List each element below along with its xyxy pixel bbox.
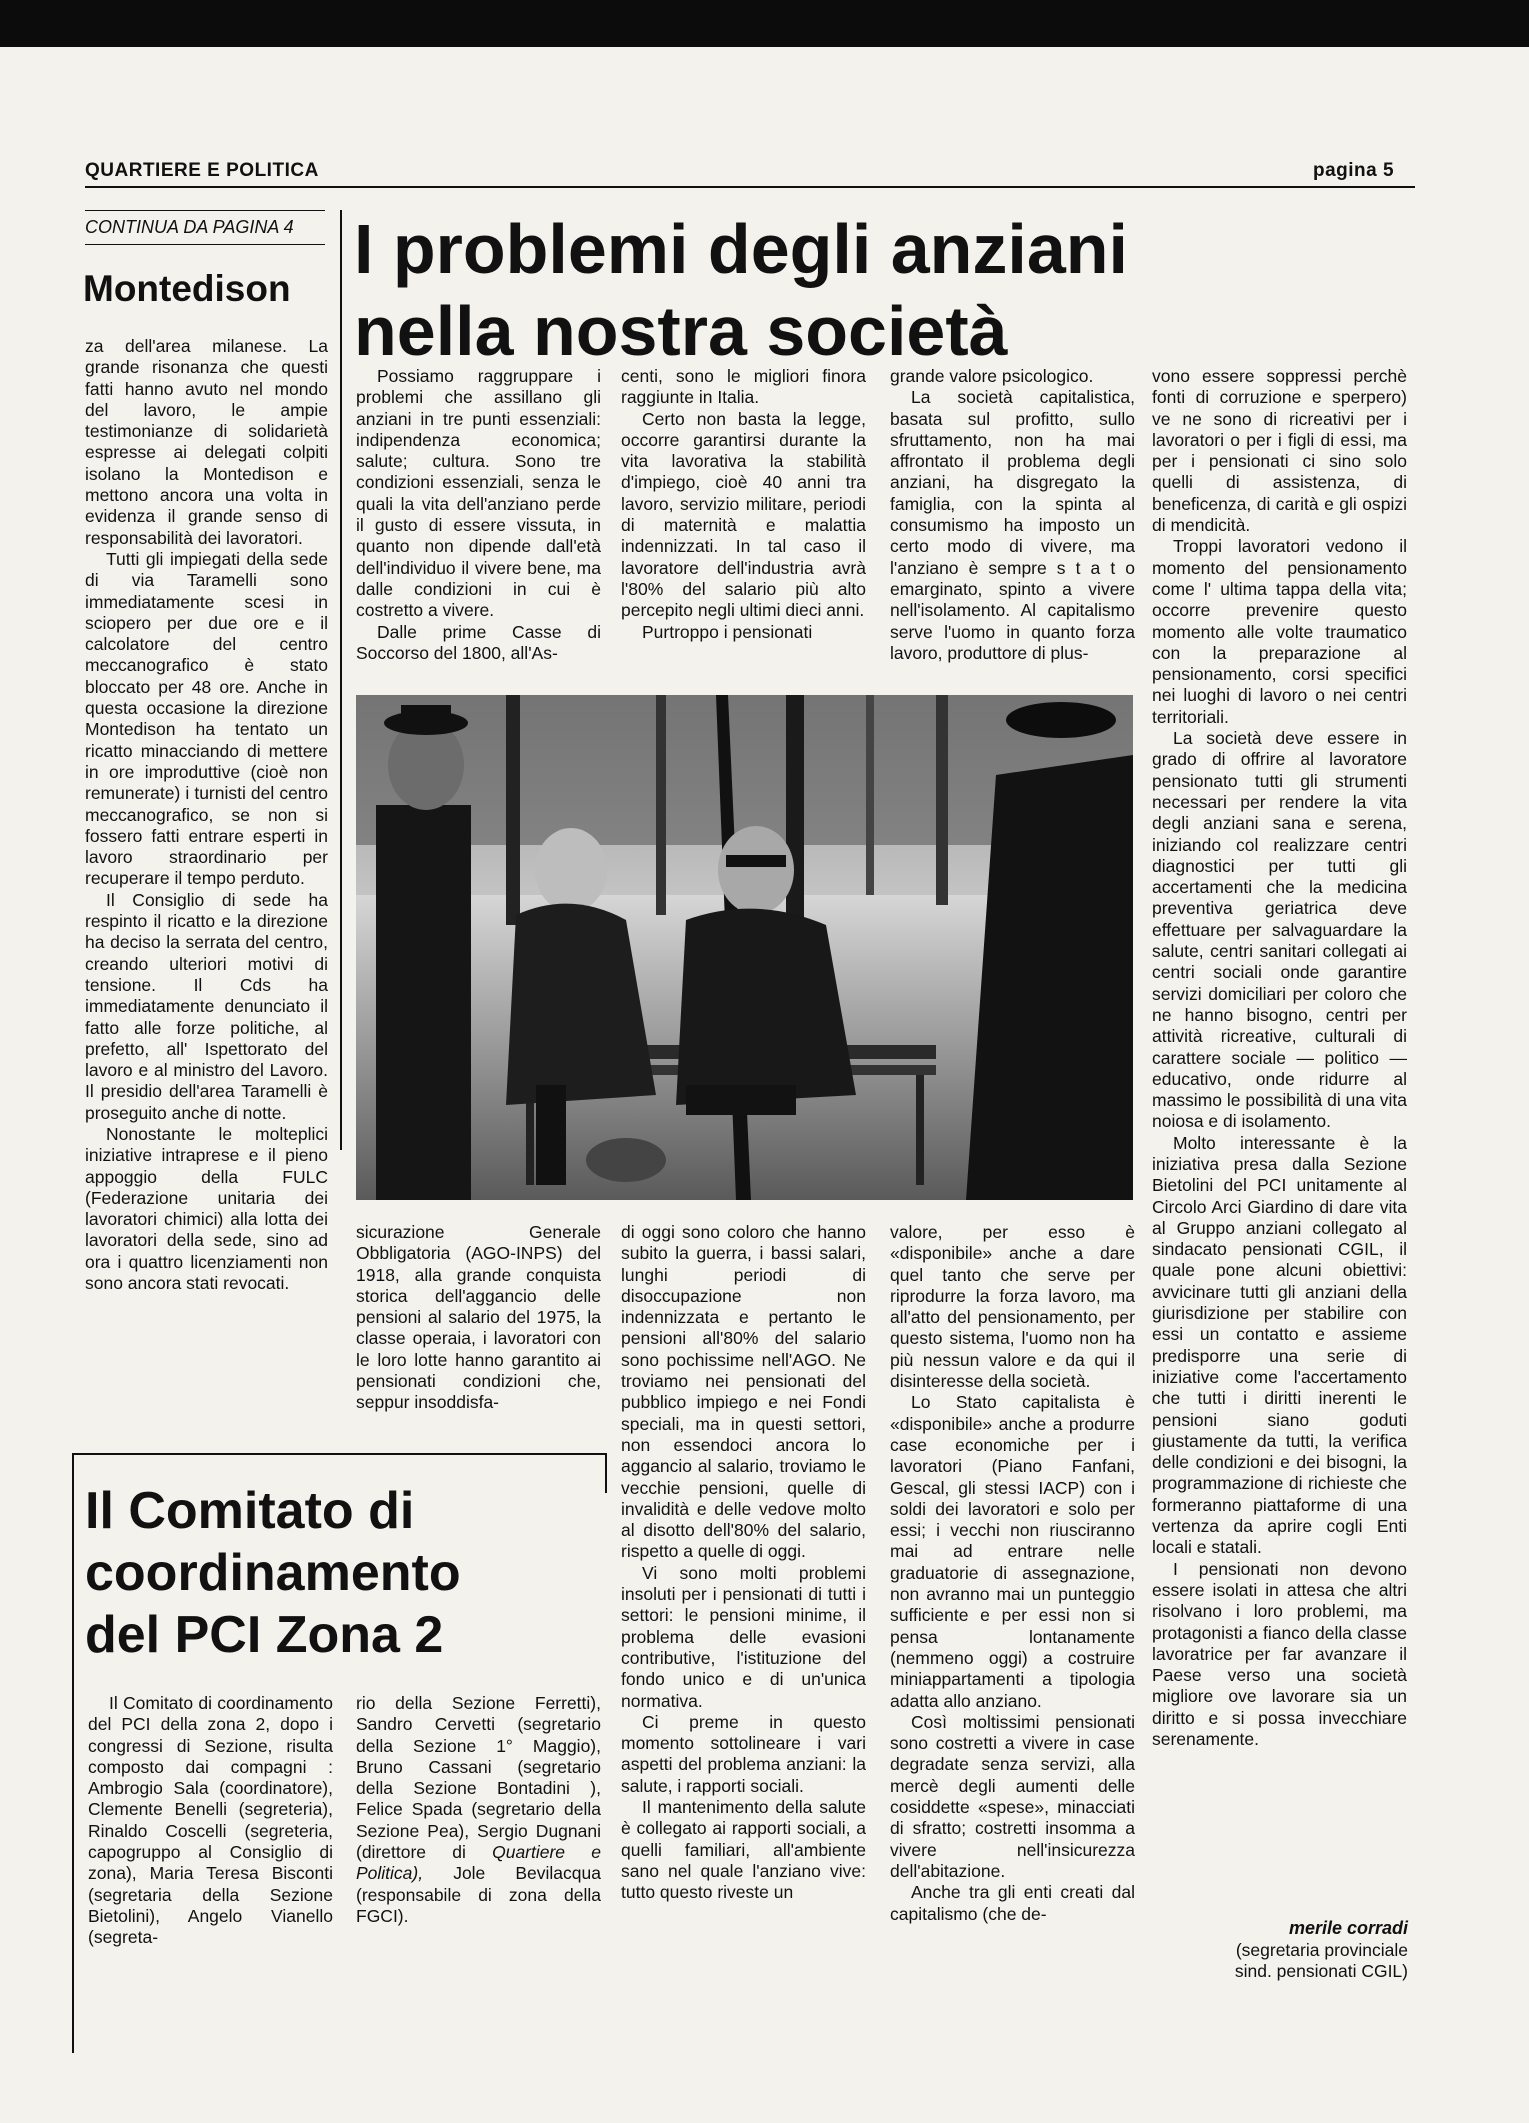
section-header: QUARTIERE E POLITICA xyxy=(85,160,319,181)
paragraph: Certo non basta la legge, occorre garantirsi durante la vita lavorativa la stabilità d'impiego, cioè 40 anni tra lavoro, servizio militare, periodi di maternità e malattia indennizzati. In tal caso il lavoratore dell'industria avrà l'80% del salario più alto percepito negli ultimi dieci anni. xyxy=(621,408,866,621)
photo-elderly-men-park-bench-icon xyxy=(356,695,1133,1200)
paragraph: valore, per esso è «disponibile» anche a dare quel tanto che serve per riprodurre la forza lavoro, ma all'atto del pensionamento, per questo sistema, l'uomo non ha più nessun valore e da qui il disinteresse della società. xyxy=(890,1222,1135,1392)
comitato-title-line: del PCI Zona 2 xyxy=(85,1606,444,1664)
comitato-col-1 xyxy=(88,1693,333,1949)
paragraph: Anche tra gli enti creati dal capitalismo (che de- xyxy=(890,1882,1135,1924)
montedison-text xyxy=(85,336,328,1294)
article-col-2-bottom xyxy=(621,1222,866,1904)
paragraph: Lo Stato capitalista è «disponibile» anche a produrre case economiche per i lavoratori (Piano Fanfani, Gescal, gli stessi IACP) con i soldi dei lavoratori e solo per essi; i vecchi non riusciranno mai ad entrare nelle graduatorie di assegnazione, non avranno mai un punteggio sufficiente e per essi non si pensa lontanamente (nemmeno oggi) a costruire miniappartamenti a tipologia adatta allo anziano. xyxy=(890,1392,1135,1711)
paragraph: Tutti gli impiegati della sede di via Taramelli sono immediatamente scesi in sciopero per due ore e il calcolatore del centro meccanografico è stato bloccato per 48 ore. Anche in questa occasione la direzione Montedison ha tentato un ricatto minacciando di mettere in ore improduttive (cioè non remunerate) i turnisti del centro meccanografico, se non si fossero fatti entrare esperti in lavoro straordinario per recuperare il tempo perduto. xyxy=(85,548,328,889)
article-col-2-top xyxy=(621,366,866,643)
header-rule xyxy=(85,186,1415,188)
paragraph: La società capitalistica, basata sul profitto, sullo sfruttamento, non ha mai affrontato il problema degli anziani, ha disgregato la famiglia, con la spinta al consumismo ha imposto un certo modo di vivere, ma l'anziano è sempre s t a t o emarginato, spinto a vivere nell'isolamento. Al capitalismo serve l'uomo in quanto forza lavoro, produttore di plus- xyxy=(890,387,1135,663)
paragraph: Il mantenimento della salute è collegato ai rapporti sociali, a quelli familiari, all'ambiente sano nel quale l'anziano vive: tutto questo riveste un xyxy=(621,1797,866,1903)
column-divider xyxy=(340,210,342,1150)
article-col-1-top xyxy=(356,366,601,664)
paragraph: Il Consiglio di sede ha respinto il ricatto e la direzione ha deciso la serrata del centro, creando ulteriori motivi di tensione. Il Cds ha immediatamente denunciato il fatto alle forze politiche, al prefetto, all' Ispettorato del lavoro e al ministro del Lavoro. Il presidio dell'area Taramelli è proseguito anche di notte. xyxy=(85,889,328,1123)
text-run: Jole Bevilacqua (responsabile di zona della FGCI). xyxy=(356,1863,601,1926)
paragraph: za dell'area milanese. La grande risonanza che questi fatti hanno avuto nel mondo del lavoro, le ampie testimonianze di solidarietà espresse ai delegati colpiti isolano la Montedison e mettono ancora una volta in evidenza il grande senso di responsabilità dei lavoratori. xyxy=(85,336,328,548)
box-rule-top xyxy=(72,1453,607,1455)
paragraph: Dalle prime Casse di Soccorso del 1800, all'As- xyxy=(356,621,601,663)
article-col-4 xyxy=(1152,366,1407,1750)
paragraph: centi, sono le migliori finora raggiunte in Italia. xyxy=(621,366,866,408)
paragraph: I pensionati non devono essere isolati in attesa che altri risolvano i loro problemi, ma protagonisti a fianco della classe lavoratrice per far avanzare il Paese verso una società migliore ove lavorare sia un diritto e si possa invecchiare serenamente. xyxy=(1152,1558,1407,1749)
paragraph: Troppi lavoratori vedono il momento del pensionamento come l' ultima tappa della vita; occorre prevenire questo momento alle volte traumatico con la preparazione al pensionamento, corsi specifici nei luoghi di lavoro o nei centri territoriali. xyxy=(1152,536,1407,727)
text-run: rio della Sezione Ferretti), Sandro Cervetti (segretario della Sezione 1° Maggio), Bruno Cassani (segretario della Sezione Bontadini ), Felice Spada (segretario della Sezione Pea), Sergio Dugnani (direttore di xyxy=(356,1693,601,1863)
box-rule-left xyxy=(72,1453,74,2053)
paragraph: sicurazione Generale Obbligatoria (AGO-INPS) del 1918, alla grande conquista storica dell'aggancio delle pensioni al salario del 1975, la classe operaia, i lavoratori con le loro lotte hanno garantito ai pensionati condizioni che, seppur insoddisfa- xyxy=(356,1222,601,1413)
paragraph: Possiamo raggruppare i problemi che assillano gli anziani in tre punti essenziali: indipendenza economica; salute; cultura. Sono tre condizioni essenziali, senza le quali la vita dell'anziano perde il gusto di essere vissuta, in quanto non dipende dall'età dell'individuo il vivere bene, ma dalle condizioni in cui è costretto a vivere. xyxy=(356,366,601,621)
comitato-title-line: Il Comitato di xyxy=(85,1482,415,1540)
montedison-title: Montedison xyxy=(83,268,291,309)
paragraph: La società deve essere in grado di offrire al lavoratore pensionato tutti gli strumenti necessari per rendere la vita degli anziani sana e serena, iniziando col realizzare centri diagnostici per tutti gli accertamenti che la medicina preventiva geriatrica deve effettuare per salvaguardare la salute, centri sanitari collegati ai centri sociali onde garantire servizi domiciliari per coloro che ne hanno bisogno, centri per attività ricreative, culturali di carattere sociale — politico — educativo, onde ridurre al massimo le possibilità di una vita noiosa e di isolamento. xyxy=(1152,728,1407,1132)
paragraph: Vi sono molti problemi insoluti per i pensionati di tutti i settori: le pensioni minime, il problema delle evasioni contributive, l'istituzione del fondo unico e di un'unica normativa. xyxy=(621,1562,866,1711)
continued-rule-top xyxy=(85,210,325,211)
article-title xyxy=(354,208,1414,372)
paragraph: Il Comitato di coordinamento del PCI della zona 2, dopo i congressi di Sezione, risulta composto dai compagni : Ambrogio Sala (coordinatore), Clemente Benelli (segreteria), Rinaldo Coscelli (segreteria, capogruppo al Consiglio di zona), Maria Teresa Bisconti (segretaria della Sezione Bietolini), Angelo Vianello (segreta- xyxy=(88,1693,333,1948)
author-role-line: sind. pensionati CGIL) xyxy=(1234,1961,1408,1981)
article-title-line: I problemi degli anziani xyxy=(354,210,1128,288)
author-name: merile corradi xyxy=(1288,1918,1408,1938)
continued-rule xyxy=(85,244,325,245)
box-rule-right xyxy=(605,1453,607,1493)
paragraph: vono essere soppressi perchè fonti di corruzione e sperpero) ve ne sono di ricreativi per i lavoratori o per i figli di essi, ma per i pensionati ci sino solo quelli di assistenza, di beneficenza, di carità e gli ospizi di mendicità. xyxy=(1152,366,1407,536)
comitato-title xyxy=(85,1480,605,1666)
article-col-1-bottom xyxy=(356,1222,601,1414)
article-title-line: nella nostra società xyxy=(354,292,1008,370)
page-number: pagina 5 xyxy=(1313,160,1395,181)
paragraph: grande valore psicologico. xyxy=(890,366,1094,386)
paragraph: Nonostante le molteplici iniziative intraprese e il pieno appoggio della FULC (Federazione unitaria dei lavoratori chimici) alla lotta dei lavoratori della sede, sino ad ora i quattro licenziamenti non sono ancora stati revocati. xyxy=(85,1123,328,1294)
paragraph: Molto interessante è la iniziativa presa dalla Sezione Bietolini del PCI unitamente al Circolo Arci Giardino di dare vita al Gruppo anziani collegato al sindacato pensionati CGIL, il quale pone alcuni obiettivi: avvicinare tutti gli anziani della giurisdizione per stabilire con essi un contatto e assieme predisporre una serie di iniziative come l'accertamento che tutti i diritti inerenti le pensioni siano goduti giustamente da tutti, la verifica delle condizioni e dei bisogni, la programmazione di richieste che formeranno piattaforme di una vertenza da aprire cogli Enti locali e statali. xyxy=(1152,1132,1407,1558)
author-role-line: (segretaria provinciale xyxy=(1235,1940,1408,1960)
paragraph: Ci preme in questo momento sottolineare i vari aspetti del problema anziani: la salute, i rapporti sociali. xyxy=(621,1711,866,1796)
publication-name: Quartiere e Politica), xyxy=(356,1842,601,1884)
article-col-3-bottom xyxy=(890,1222,1135,1925)
article-col-3-top xyxy=(890,366,1135,664)
comitato-col-2 xyxy=(356,1693,601,1927)
comitato-title-line: coordinamento xyxy=(85,1544,461,1602)
continued-note: CONTINUA DA PAGINA 4 xyxy=(85,217,294,237)
paragraph xyxy=(356,1693,601,1927)
paragraph: di oggi sono coloro che hanno subito la guerra, i bassi salari, lunghi periodi di disoccupazione non indennizzata e pertanto le pensioni all'80% del salario sono pochissime nell'AGO. Ne troviamo nei pensionati del pubblico impiego e nei Fondi speciali, ma in questi settori, non essendoci ancora lo aggancio al salario, troviamo le vecchie pensioni, quelle di invalidità e delle vedove molto al disotto dell'80% del salario, rispetto a quelle di oggi. xyxy=(621,1222,866,1562)
paragraph: Purtroppo i pensionati xyxy=(642,621,813,642)
author-role xyxy=(1180,1940,1408,1982)
paragraph: Così moltissimi pensionati sono costretti a vivere in case degradate senza servizi, alla mercè degli aumenti delle cosiddette «spese», minacciati di sfratto; costretti insomma a vivere nell'insicurezza dell'abitazione. xyxy=(890,1711,1135,1881)
